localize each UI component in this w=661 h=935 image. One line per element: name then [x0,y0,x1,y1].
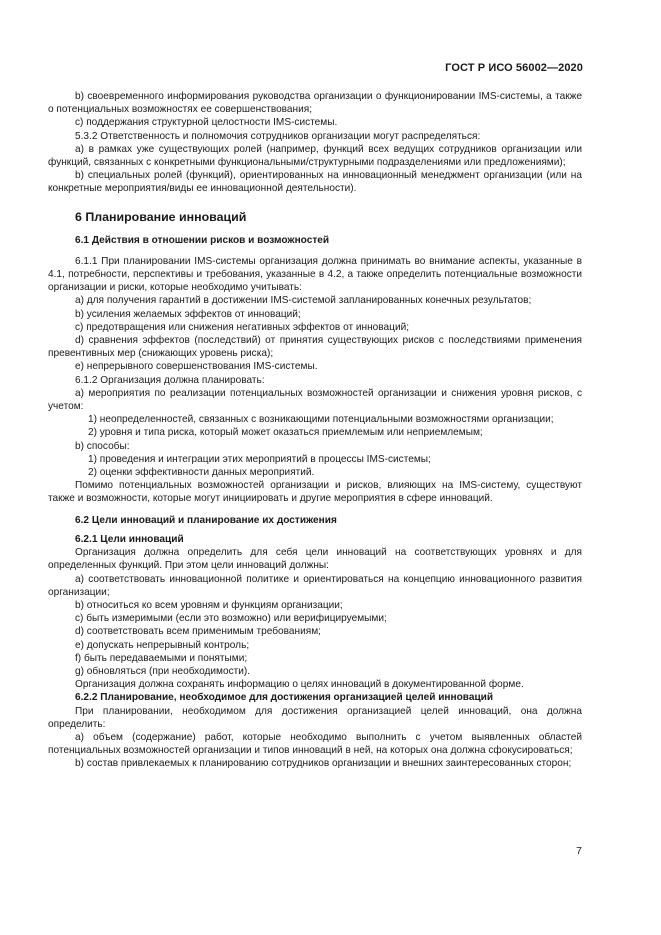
list-item: a) объем (содержание) работ, которые необходимо выполнить с учетом выявленных областей потенциальных возможностей организации и типов инноваций в ней, на которых она должна сфокусироваться; [48,731,582,757]
list-item: d) соответствовать всем применимым требованиям; [75,626,321,638]
paragraph: Организация должна сохранять информацию о целях инноваций в документированной форме. [75,679,524,691]
list-item: b) относиться ко всем уровням и функциям организации; [75,599,343,611]
paragraph: Помимо потенциальных возможностей организации и рисков, влияющих на IMS-систему, существуют также и возможности, которые могут инициировать и другие мероприятия в сфере инноваций. [48,480,582,505]
list-item: b) усиления желаемых эффектов от инноваций; [75,308,301,320]
section-heading: 6 Планирование инноваций [75,209,247,224]
clause-heading: 6.2.2 Планирование, необходимое для достижения организацией целей инноваций [75,692,494,704]
paragraph: b) своевременного информирования руководства организации о функционировании IMS-системы, а также о потенциальных возможностях ее совершенствования; [48,91,582,116]
list-item: g) обновляться (при необходимости). [75,665,251,677]
paragraph: 5.3.2 Ответственность и полномочия сотрудников организации могут распределяться: [75,130,481,142]
list-item: f) быть передаваемыми и понятыми; [75,652,248,664]
paragraph: 6.1.1 При планировании IMS-системы организация должна принимать во внимание аспекты, указанные в 4.1, потребности, перспективы и требования, указанные в 4.2, а также определить потенциальные возможности организации и риски, которые необходимо учитывать: [48,255,582,294]
sub-list-item: 1) проведения и интеграции этих мероприятий в процессы IMS-системы; [88,453,431,465]
list-item: b) способы: [75,440,130,452]
page-number: 7 [576,845,582,857]
paragraph: 6.1.2 Организация должна планировать: [75,374,265,386]
list-item: a) соответствовать инновационной политике и ориентироваться на концепцию инновационного развития организации; [48,573,582,598]
list-item: e) допускать непрерывный контроль; [75,639,250,651]
list-item: e) непрерывного совершенствования IMS-системы. [75,361,318,373]
subsection-heading: 6.2 Цели инноваций и планирование их достижения [75,514,337,526]
sub-list-item: 2) уровня и типа риска, который может оказаться приемлемым или неприемлемым; [88,427,483,439]
paragraph: a) в рамках уже существующих ролей (например, функций всех ведущих сотрудников организации или функций, связанных с конкретными функциональными/структурными подразделениями или предложениями); [48,143,582,169]
paragraph: Организация должна определить для себя цели инноваций на соответствующих уровнях и для определенных функций. При этом цели инноваций должны: [48,547,582,572]
paragraph: b) специальных ролей (функций), ориентированных на инновационный менеджмент организации (или на конкретные мероприятия/виды ее инновационной деятельности). [48,170,582,195]
list-item: a) мероприятия по реализации потенциальных возможностей организации и снижения уровня рисков, с учетом: [48,387,582,413]
sub-list-item: 1) неопределенностей, связанных с возникающими потенциальными возможностями организации; [88,414,554,426]
subsection-heading: 6.1 Действия в отношении рисков и возможностей [75,234,330,246]
clause-heading: 6.2.1 Цели инноваций [75,533,184,545]
list-item: a) для получения гарантий в достижении IMS-системой запланированных конечных результатов; [75,295,532,307]
list-item: d) сравнения эффектов (последствий) от принятия существующих рисков с последствиями применения превентивных мер (снижающих уровень риска); [48,335,582,360]
document-header: ГОСТ Р ИСО 56002—2020 [445,62,583,74]
list-item: b) состав привлекаемых к планированию сотрудников организации и внешних заинтересованных сторон; [75,758,572,770]
paragraph: c) поддержания структурной целостности IMS-системы. [75,117,338,129]
list-item: c) быть измеримыми (если это возможно) или верифицируемыми; [75,613,387,625]
document-body [48,90,582,771]
sub-list-item: 2) оценки эффективности данных мероприятий. [88,467,315,479]
list-item: c) предотвращения или снижения негативных эффектов от инноваций; [75,321,410,333]
paragraph: При планировании, необходимом для достижения организацией целей инноваций, она должна определить: [48,705,582,730]
